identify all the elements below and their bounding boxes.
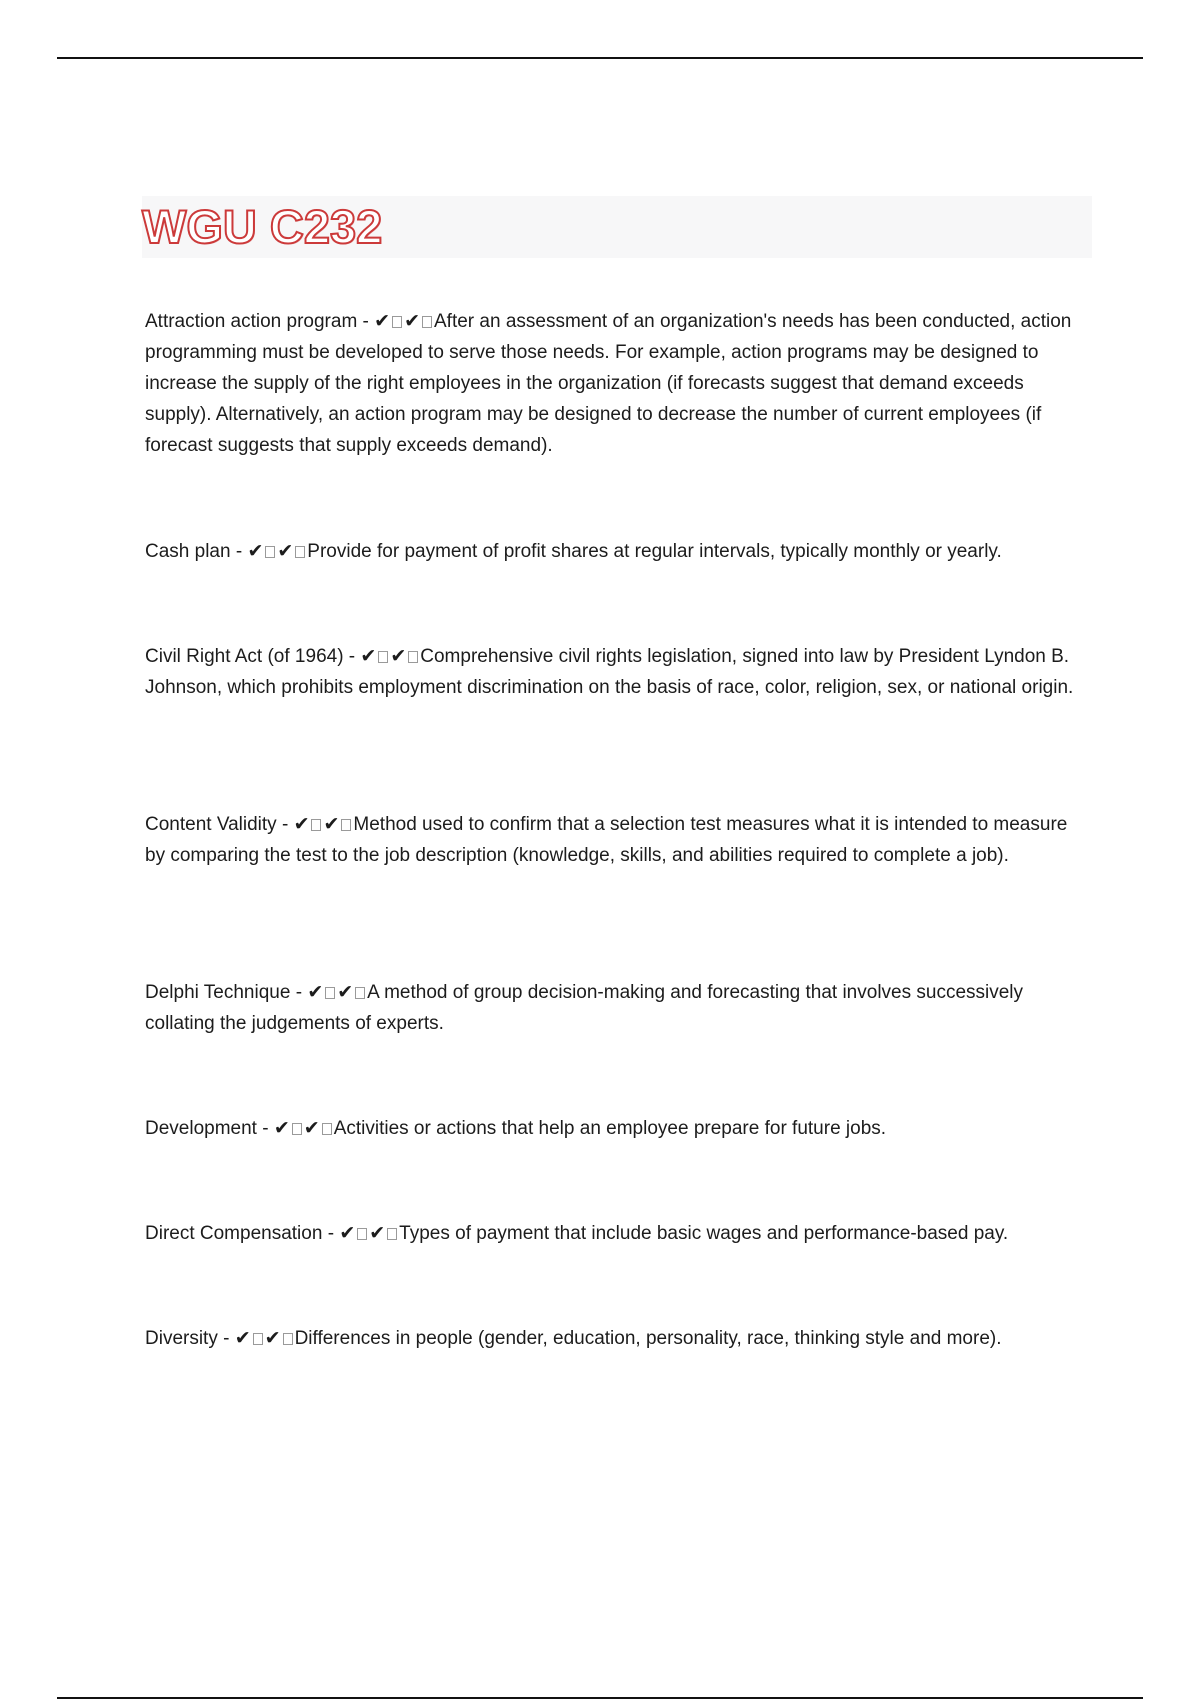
entry-definition: Comprehensive civil rights legislation, signed into law by President Lyndon B. Johnson, which prohibits employment discrimination on the basis of race, color, religion, sex, or national origin. <box>145 646 1074 698</box>
entry-separator: - <box>290 982 308 1003</box>
entry-development <box>145 1113 1090 1144</box>
check-icon: ✔ <box>303 1117 320 1139</box>
check-icon: ✔ <box>390 645 407 667</box>
check-icon: ✔ <box>293 813 310 835</box>
entry-separator: - <box>343 646 361 667</box>
entry-term: Diversity <box>145 1328 218 1349</box>
entry-term: Development <box>145 1118 257 1139</box>
check-icon: ✔ <box>374 310 391 332</box>
entry-attraction-action-program <box>145 306 1090 461</box>
check-icon: ✔ <box>273 1117 290 1139</box>
box-icon <box>392 316 402 328</box>
box-icon <box>387 1228 397 1240</box>
box-icon <box>325 987 335 999</box>
entry-term: Attraction action program <box>145 311 358 332</box>
entry-separator: - <box>256 1118 274 1139</box>
entry-definition: Activities or actions that help an employee prepare for future jobs. <box>333 1118 887 1139</box>
box-icon <box>265 546 275 558</box>
top-rule <box>57 57 1143 59</box>
entry-separator: - <box>230 541 248 562</box>
check-icon: ✔ <box>247 540 264 562</box>
entry-term: Delphi Technique <box>145 982 291 1003</box>
box-icon <box>253 1333 263 1345</box>
check-icon: ✔ <box>337 981 354 1003</box>
box-icon <box>341 819 351 831</box>
entry-delphi-technique <box>145 977 1090 1039</box>
check-icon: ✔ <box>307 981 324 1003</box>
box-icon <box>355 987 365 999</box>
entry-definition: Differences in people (gender, education, personality, race, thinking style and more). <box>294 1328 1002 1349</box>
entry-cash-plan <box>145 536 1090 567</box>
entry-definition: After an assessment of an organization's needs has been conducted, action programming must be developed to serve those needs. For example, action programs may be designed to increase the supply of the right employees in the organization (if forecasts suggest that demand exceeds supply). Alternatively, an action program may be designed to decrease the number of current employees (if forecast suggests that supply exceeds demand). <box>145 311 1072 456</box>
check-icon: ✔ <box>369 1222 386 1244</box>
entry-separator: - <box>322 1223 340 1244</box>
box-icon <box>283 1333 293 1345</box>
entry-definition: Provide for payment of profit shares at regular intervals, typically monthly or yearly. <box>307 541 1002 562</box>
check-icon: ✔ <box>323 813 340 835</box>
entry-civil-right-act <box>145 641 1090 703</box>
entry-diversity <box>145 1323 1090 1354</box>
box-icon <box>295 546 305 558</box>
box-icon <box>408 651 418 663</box>
box-icon <box>311 819 321 831</box>
entry-definition: A method of group decision-making and forecasting that involves successively collating the judgements of experts. <box>145 982 1024 1034</box>
box-icon <box>422 316 432 328</box>
check-icon: ✔ <box>339 1222 356 1244</box>
entry-separator: - <box>217 1328 235 1349</box>
entry-content-validity <box>145 809 1090 871</box>
document-title: WGU C232 <box>142 200 383 253</box>
entry-term: Civil Right Act (of 1964) <box>145 646 344 667</box>
check-icon: ✔ <box>404 310 420 332</box>
box-icon <box>292 1123 302 1135</box>
entry-term: Direct Compensation <box>145 1223 323 1244</box>
box-icon <box>357 1228 367 1240</box>
entry-separator: - <box>276 814 294 835</box>
check-icon: ✔ <box>234 1327 251 1349</box>
entry-term: Cash plan <box>145 541 231 562</box>
check-icon: ✔ <box>360 645 377 667</box>
entry-term: Content Validity <box>145 814 277 835</box>
entry-definition: Types of payment that include basic wages and performance-based pay. <box>399 1223 1009 1244</box>
check-icon: ✔ <box>264 1327 281 1349</box>
box-icon <box>322 1123 332 1135</box>
bottom-rule <box>57 1697 1143 1699</box>
check-icon: ✔ <box>277 540 294 562</box>
entry-direct-compensation <box>145 1218 1090 1249</box>
entry-separator: - <box>357 311 375 332</box>
entry-definition: Method used to confirm that a selection test measures what it is intended to measure by comparing the test to the job description (knowledge, skills, and abilities required to complete a job). <box>145 814 1068 866</box>
box-icon <box>378 651 388 663</box>
